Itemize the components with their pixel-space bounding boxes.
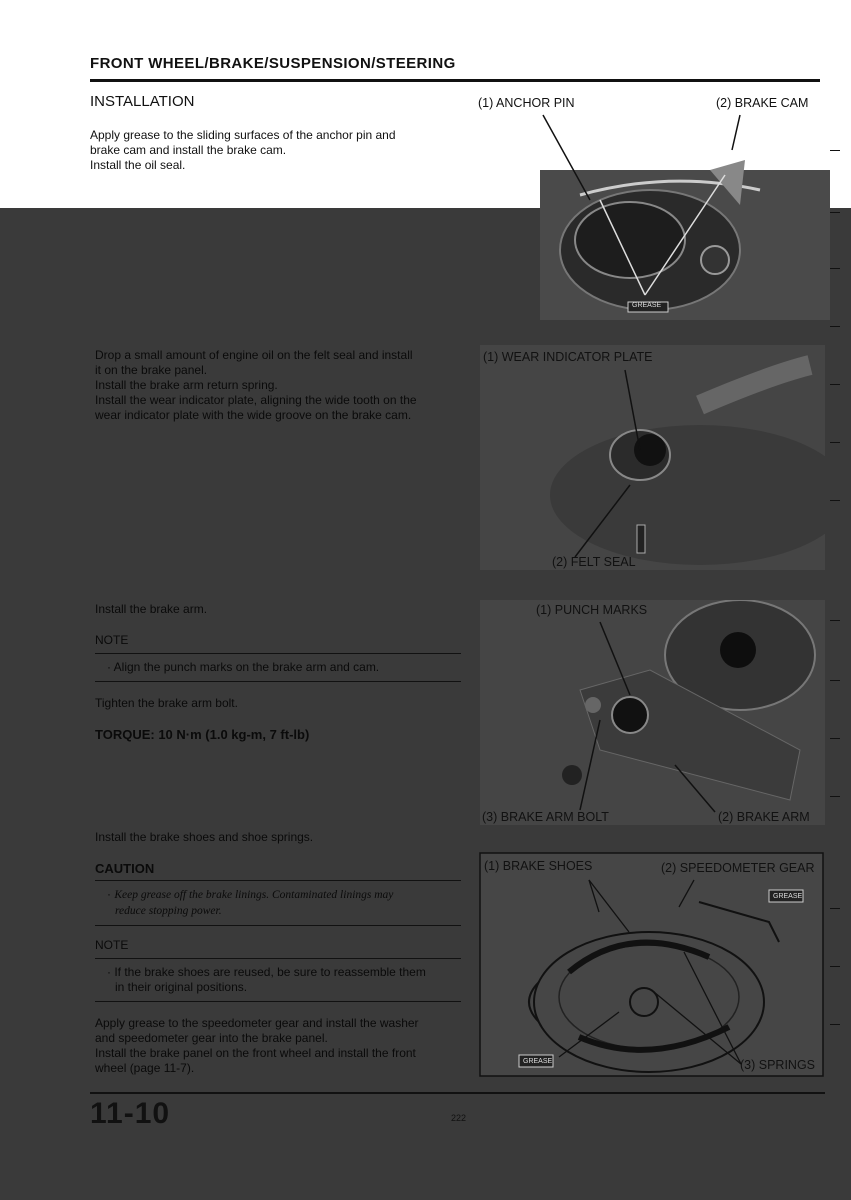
header-rule [90,79,820,82]
text-line: Install the brake arm return spring. [95,378,278,392]
note-item: · Align the punch marks on the brake arm and cam. [107,660,380,674]
fig4-label-brake-shoes: (1) BRAKE SHOES [484,859,593,873]
installation-text [90,128,396,173]
footer-rule [90,1092,825,1094]
text-line: and speedometer gear into the brake panel. [95,1031,328,1045]
fig1-photo [470,110,830,320]
text-line: Install the brake panel on the front wheel and install the front [95,1046,416,1060]
caution-heading: CAUTION [95,861,155,876]
step2-text [95,348,417,423]
step3-tighten: Tighten the brake arm bolt. [95,696,238,710]
step4-note-heading: NOTE [95,938,129,952]
installation-heading: INSTALLATION [90,93,195,110]
fig2-label-felt-seal: (2) FELT SEAL [552,555,636,569]
step3-install: Install the brake arm. [95,602,208,616]
margin-tick [830,620,840,621]
text-line: wear indicator plate with the wide groove on the brake cam. [95,408,412,422]
text-line: Drop a small amount of engine oil on the felt seal and install [95,348,413,362]
margin-tick [830,1024,840,1025]
fig2-photo [480,345,825,570]
step4-final-text [95,1016,419,1076]
fig4-label-springs: (3) SPRINGS [740,1058,816,1072]
fig4-label-speedometer-gear: (2) SPEEDOMETER GEAR [661,861,815,875]
margin-tick [830,966,840,967]
margin-tick [830,326,840,327]
fig1-grease-tag: GREASE [632,302,662,309]
text-line: Install the wear indicator plate, aligning the wide tooth on the [95,393,417,407]
margin-tick [830,442,840,443]
margin-tick [830,738,840,739]
margin-tick [830,500,840,501]
text-line: Apply grease to the speedometer gear and install the washer [95,1016,419,1030]
sheet-number: 222 [451,1113,467,1123]
caution-box [95,880,461,926]
margin-tick [830,796,840,797]
text-line: Install the oil seal. [90,158,186,172]
text-line: brake cam and install the brake cam. [90,143,287,157]
fig4-grease-tag-top: GREASE [773,893,803,900]
step3-note-heading: NOTE [95,633,129,647]
note-item: · If the brake shoes are reused, be sure to reassemble them in their original positions. [107,965,426,994]
text-line: Apply grease to the sliding surfaces of the anchor pin and [90,128,396,142]
step3-torque: TORQUE: 10 N·m (1.0 kg-m, 7 ft-lb) [95,727,310,742]
margin-tick [830,212,840,213]
fig3-label-brake-arm: (2) BRAKE ARM [718,810,810,824]
fig4-grease-tag-bottom: GREASE [523,1058,553,1065]
section-title: FRONT WHEEL/BRAKE/SUSPENSION/STEERING [90,55,456,72]
margin-tick [830,150,840,151]
caution-item: · Keep grease off the brake linings. Contaminated linings may reduce stopping power. [107,887,394,917]
step4-install: Install the brake shoes and shoe springs. [95,830,314,844]
fig3-label-brake-arm-bolt: (3) BRAKE ARM BOLT [482,810,609,824]
fig3-photo [480,600,825,825]
step3-note-box [95,653,461,682]
fig3-label-punch-marks: (1) PUNCH MARKS [536,603,648,617]
margin-tick [830,908,840,909]
fig1-label-anchor-pin: (1) ANCHOR PIN [478,96,575,110]
fig2-label-wear-indicator: (1) WEAR INDICATOR PLATE [483,350,653,364]
fig4-diagram [479,852,825,1078]
margin-tick [830,680,840,681]
text-line: it on the brake panel. [95,363,208,377]
fig1-label-brake-cam: (2) BRAKE CAM [716,96,809,110]
margin-tick [830,384,840,385]
step4-note-box [95,958,461,1002]
text-line: wheel (page 11-7). [95,1061,195,1075]
page-number: 11-10 [90,1097,171,1130]
margin-tick [830,268,840,269]
